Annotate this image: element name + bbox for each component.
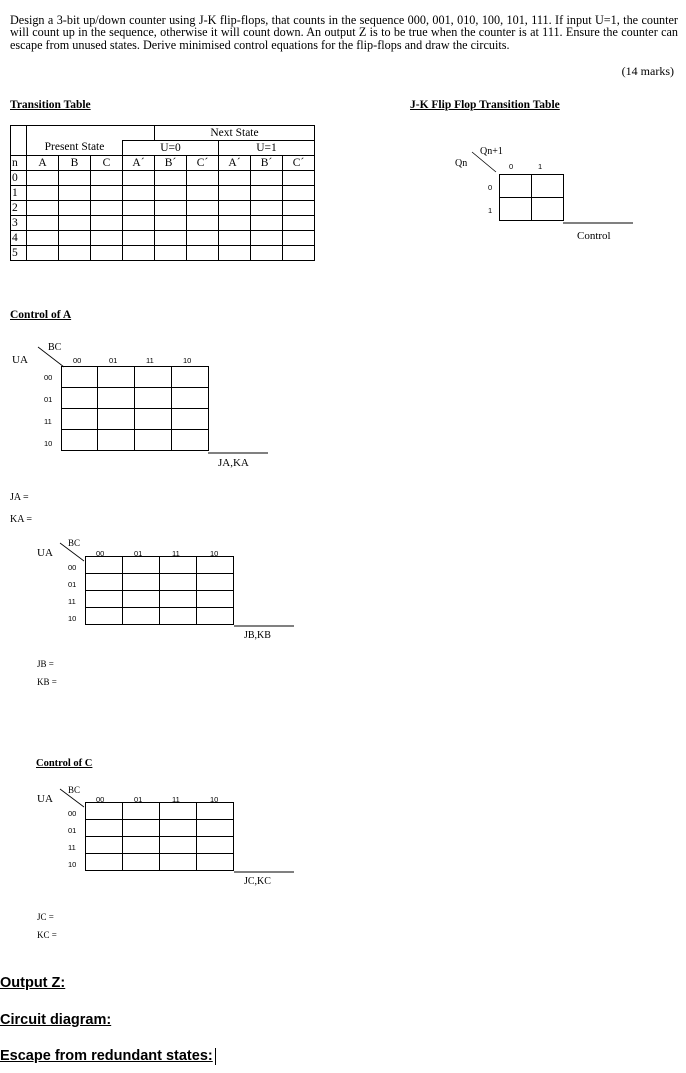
col-b: B <box>59 156 91 171</box>
row-index: 4 <box>11 231 27 246</box>
text-cursor <box>215 1048 216 1065</box>
table-column-header-row <box>11 156 315 171</box>
jk-grid <box>499 174 564 221</box>
kmap-c-diagonal <box>58 787 88 809</box>
col-b-next-u1: B´ <box>251 156 283 171</box>
kmap-c-ua-label: UA <box>37 793 53 805</box>
kmap-c-bc-label: BC <box>68 785 81 795</box>
kmap-c-col-01: 01 <box>134 795 143 804</box>
kmap-b-caption: JB,KB <box>244 630 271 641</box>
kmap-c-row-00: 00 <box>68 809 77 818</box>
row-index: 0 <box>11 171 27 186</box>
ja-equation: JA = <box>10 492 29 503</box>
table-row <box>11 231 315 246</box>
row-index: 2 <box>11 201 27 216</box>
u1-header: U=1 <box>219 141 315 156</box>
kmap-a-col-11: 11 <box>146 356 154 365</box>
row-index: 3 <box>11 216 27 231</box>
kmap-b-row-01: 01 <box>68 580 77 589</box>
col-a-next-u1: A´ <box>219 156 251 171</box>
jk-qn-label: Qn <box>455 158 468 169</box>
kmap-a-row-01: 01 <box>44 395 53 404</box>
kmap-b-row-10: 10 <box>68 614 77 623</box>
table-row <box>11 201 315 216</box>
kmap-a-row-00: 00 <box>44 373 53 382</box>
kmap-c-col-11: 11 <box>172 795 180 804</box>
kmap-a-caption-line <box>208 451 268 455</box>
n-header: n <box>11 156 27 171</box>
kmap-a-row-11: 11 <box>44 417 52 426</box>
next-state-header: Next State <box>155 126 315 141</box>
table-row <box>11 246 315 261</box>
kmap-b-diagonal <box>58 541 88 563</box>
col-a: A <box>27 156 59 171</box>
kb-equation: KB = <box>37 677 57 687</box>
col-c-next-u0: C´ <box>187 156 219 171</box>
jk-control-underline <box>563 221 633 225</box>
kmap-b-row-11: 11 <box>68 597 76 606</box>
kmap-a-caption: JA,KA <box>218 457 249 469</box>
marks-label: (14 marks) <box>621 64 674 78</box>
kmap-a-grid <box>61 366 209 451</box>
kmap-a-ua-label: UA <box>12 354 28 366</box>
jk-row-0: 0 <box>488 183 493 192</box>
kmap-c-row-10: 10 <box>68 860 77 869</box>
jk-col-0: 0 <box>509 162 514 171</box>
kmap-a-col-01: 01 <box>109 356 118 365</box>
escape-line[interactable] <box>0 1047 216 1065</box>
table-row <box>11 186 315 201</box>
output-z-heading: Output Z: <box>0 975 66 991</box>
jk-control-label: Control <box>577 230 611 242</box>
jb-equation: JB = <box>37 659 54 669</box>
present-state-header: Present State <box>27 141 123 156</box>
kmap-b-ua-label: UA <box>37 547 53 559</box>
table-row <box>11 216 315 231</box>
kmap-b-row-00: 00 <box>68 563 77 572</box>
col-b-next-u0: B´ <box>155 156 187 171</box>
kmap-b-col-01: 01 <box>134 549 143 558</box>
control-c-heading: Control of C <box>36 758 93 769</box>
kmap-c-caption-line <box>234 870 294 874</box>
control-a-heading: Control of A <box>10 309 72 321</box>
kmap-c-caption: JC,KC <box>244 876 271 887</box>
kmap-a-row-10: 10 <box>44 439 53 448</box>
kmap-b-col-00: 00 <box>96 549 105 558</box>
circuit-diagram-heading: Circuit diagram: <box>0 1012 112 1028</box>
jk-table-heading: J-K Flip Flop Transition Table <box>410 99 560 111</box>
table-row <box>11 171 315 186</box>
u0-header: U=0 <box>123 141 219 156</box>
kmap-b-col-11: 11 <box>172 549 180 558</box>
col-c-next-u1: C´ <box>283 156 315 171</box>
jc-equation: JC = <box>37 912 54 922</box>
kmap-b-col-10: 10 <box>210 549 219 558</box>
question-text: Design a 3-bit up/down counter using J-K flip-flops, that counts in the sequence 000, 001, 010, 100, 101, 111. If input U=1, the counter will count up in the sequence, otherwise it will count down. An output Z is to be true when the counter is at 111. Ensure the counter can escape from unused states. Derive minimised control equations for the flip-flops and draw the circuits. <box>10 13 678 52</box>
kmap-c-row-01: 01 <box>68 826 77 835</box>
kmap-c-col-00: 00 <box>96 795 105 804</box>
row-index: 5 <box>11 246 27 261</box>
jk-diagonal-line <box>470 150 500 175</box>
jk-row-1: 1 <box>488 206 493 215</box>
kmap-b-caption-line <box>234 624 294 628</box>
kc-equation: KC = <box>37 930 57 940</box>
escape-heading: Escape from redundant states: <box>0 1048 213 1064</box>
kmap-b-grid <box>85 556 234 625</box>
transition-table <box>10 125 315 261</box>
kmap-a-bc-label: BC <box>48 342 62 353</box>
row-index: 1 <box>11 186 27 201</box>
kmap-c-grid <box>85 802 234 871</box>
kmap-b-bc-label: BC <box>68 538 81 548</box>
kmap-c-row-11: 11 <box>68 843 76 852</box>
jk-col-1: 1 <box>538 162 543 171</box>
transition-table-heading: Transition Table <box>10 99 91 111</box>
col-c: C <box>91 156 123 171</box>
kmap-a-col-10: 10 <box>183 356 192 365</box>
kmap-c-col-10: 10 <box>210 795 219 804</box>
ka-equation: KA = <box>10 514 33 525</box>
jk-qn1-label: Qn+1 <box>480 146 503 157</box>
col-a-next-u0: A´ <box>123 156 155 171</box>
kmap-a-col-00: 00 <box>73 356 82 365</box>
